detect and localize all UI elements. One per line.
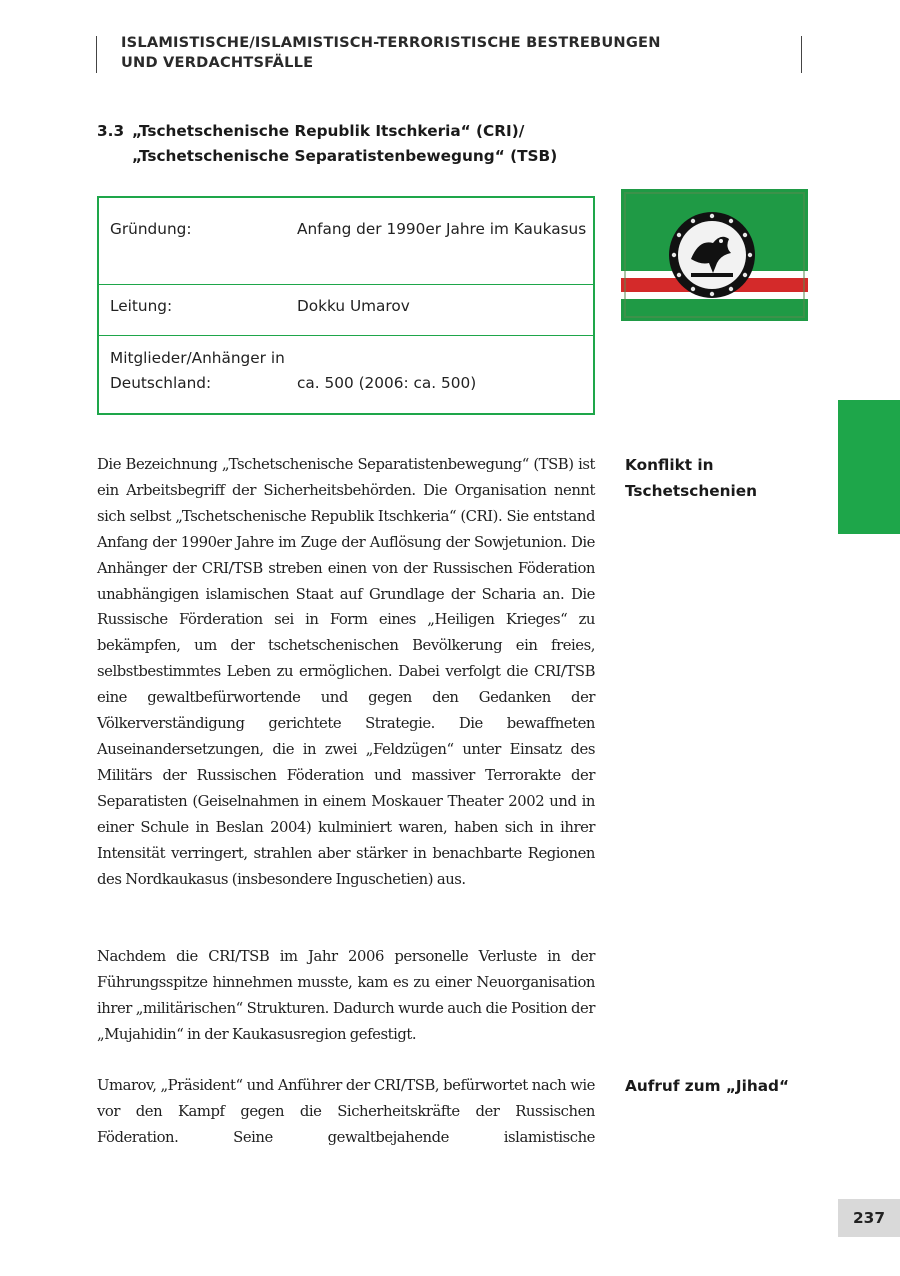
page-number: 237 [853, 1209, 885, 1227]
body-paragraph-2: Nachdem die CRI/TSB im Jahr 2006 personelle Verluste in der Führungsspitze hinnehmen musste, kam es zu einer Neuorganisation ihrer „militärischen“ Strukturen. Dadurch wurde auch die Position der „Mujahidin“ in der Kaukasusregion gefestigt. [97, 948, 595, 1043]
section-heading [97, 119, 617, 169]
fact-label: Leitung: [110, 297, 173, 315]
section-title-line-1: „Tschetschenische Republik Itschkeria“ (CRI)/ [132, 122, 525, 140]
fact-value: Anfang der 1990er Jahre im Kaukasus [297, 220, 587, 238]
margin-note-konflikt [625, 452, 825, 504]
fact-label: Gründung: [110, 220, 192, 238]
margin-note-jihad: Aufruf zum „Jihad“ [625, 1077, 790, 1095]
running-head-rule-right [801, 36, 802, 73]
fact-value: Dokku Umarov [297, 297, 410, 315]
fact-value: ca. 500 (2006: ca. 500) [297, 374, 477, 392]
fact-divider [99, 335, 593, 336]
fact-box [97, 196, 595, 415]
running-head-line-2: UND VERDACHTSFÄLLE [121, 54, 314, 71]
fact-divider [99, 284, 593, 285]
fact-label: Mitglieder/Anhänger in Deutschland: [110, 349, 285, 392]
margin-note-line: Tschetschenien [625, 482, 757, 500]
page-number-box [838, 1199, 900, 1237]
margin-note-line: Konflikt in [625, 456, 714, 474]
body-paragraph-3: Umarov, „Präsident“ und Anführer der CRI/TSB, befürwortet nach wie vor den Kampf gegen die Sicherheitskräfte der Russischen Föderation. Seine gewaltbejahende islamistische [97, 1077, 595, 1146]
section-number: 3.3 [97, 122, 125, 140]
section-title-line-2: „Tschetschenische Separatistenbewegung“ (TSB) [132, 147, 558, 165]
chapter-tab-marker [838, 400, 900, 534]
chechen-ichkeria-flag-icon [621, 189, 808, 321]
body-paragraph-1: Die Bezeichnung „Tschetschenische Separatistenbewegung“ (TSB) ist ein Arbeitsbegriff der Sicherheitsbehörden. Die Organisation nennt sich selbst „Tschetschenische Republik Itschkeria“ (CRI). Sie entstand Anfang der 1990er Jahre im Zuge der Auflösung der Sowjetunion. Die Anhänger der CRI/TSB streben einen von der Russischen Föderation unabhängigen islamischen Staat auf Grundlage der Scharia an. Die Russische Förderation sei in Form eines „Heiligen Krieges“ zu bekämpfen, um der tschetschenischen Bevölkerung ein freies, selbstbestimmtes Leben zu ermöglichen. Dabei verfolgt die CRI/TSB eine gewaltbefürwortende und gegen den Gedanken der Völkerverständigung gerichtete Strategie. Die bewaffneten Auseinandersetzungen, die in zwei „Feldzügen“ unter Einsatz des Militärs der Russischen Föderation und massiver Terrorakte der Separatisten (Geiselnahmen in einem Moskauer Theater 2002 und in einer Schule in Beslan 2004) kulminiert waren, haben sich in ihrer Intensität verringert, strahlen aber stärker in benachbarte Regionen des Nordkaukasus (insbesondere Inguschetien) aus. [97, 456, 595, 888]
running-head-line-1: ISLAMISTISCHE/ISLAMISTISCH-TERRORISTISCHE BESTREBUNGEN [121, 34, 661, 51]
running-head [121, 33, 781, 73]
running-head-rule-left [96, 36, 97, 73]
